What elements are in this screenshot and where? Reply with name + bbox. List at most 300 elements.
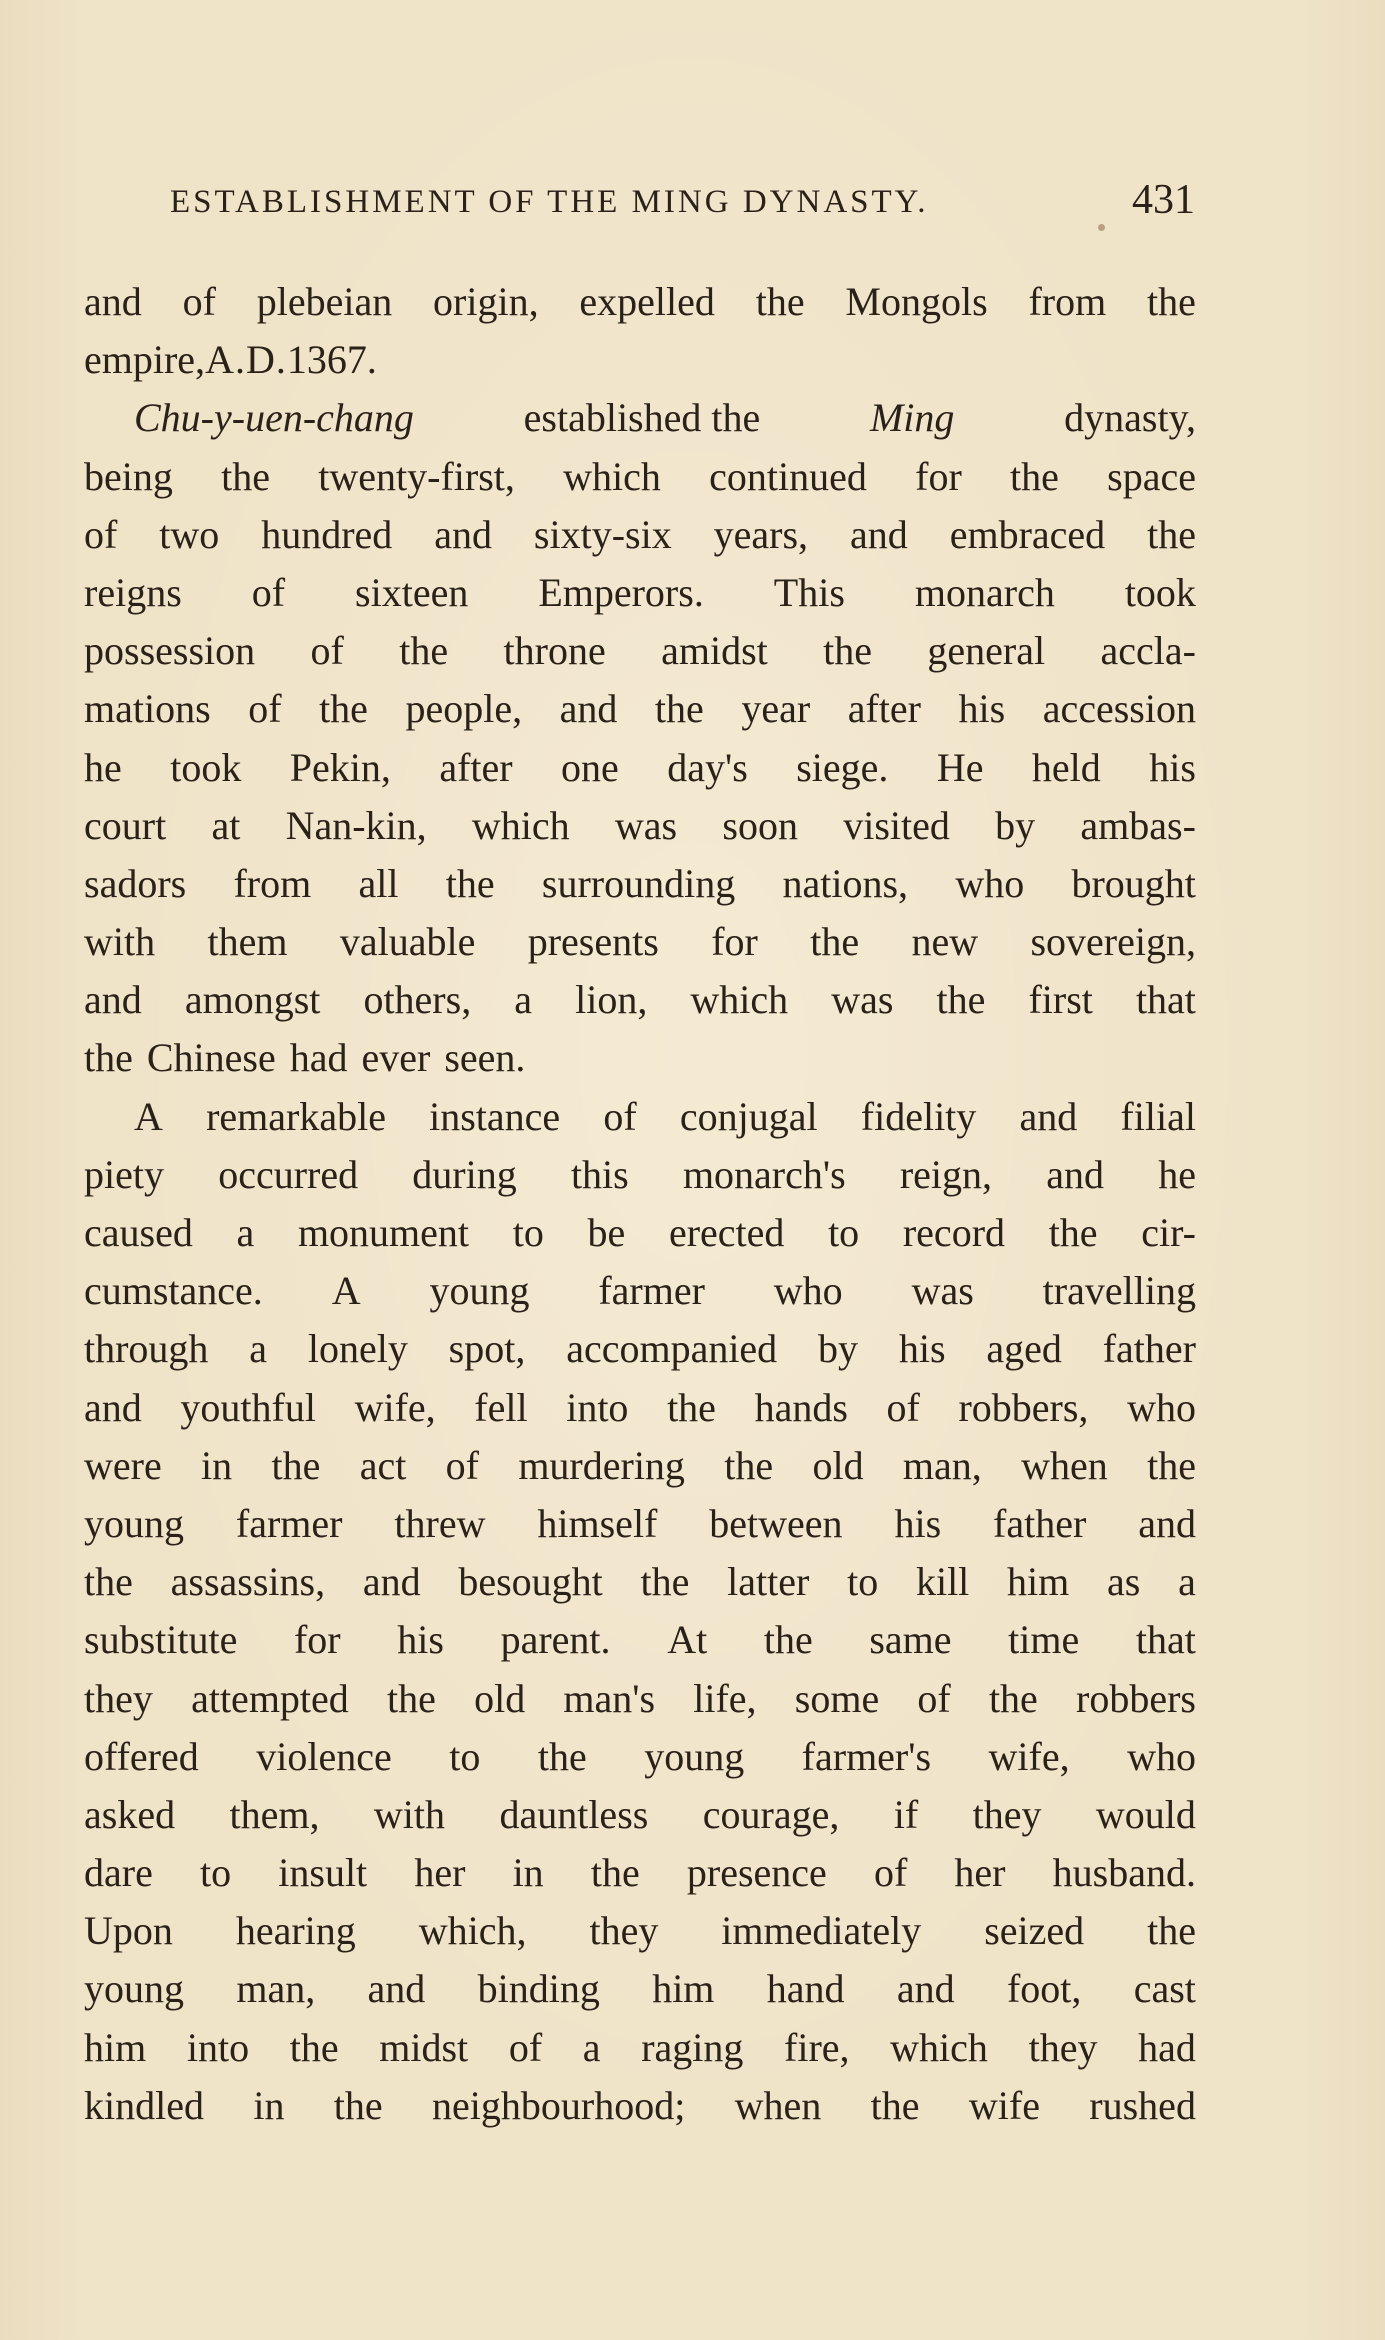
word: his: [894, 1500, 942, 1546]
word: the: [810, 919, 860, 965]
word: new: [911, 919, 979, 965]
word: the: [271, 1442, 321, 1488]
word: cir-: [1141, 1210, 1196, 1255]
word: A: [134, 1093, 163, 1139]
word: caused: [84, 1210, 193, 1255]
text-line: [84, 1088, 1196, 1146]
word: general: [927, 628, 1046, 674]
word: sixteen: [355, 569, 469, 615]
text-line: [84, 855, 1196, 913]
text-line: [84, 971, 1196, 1029]
word: between: [709, 1500, 843, 1546]
word: surrounding: [541, 860, 736, 906]
text-line: [84, 331, 1196, 389]
text-span: 1367.: [286, 337, 377, 383]
word: This: [773, 569, 845, 615]
word: reigns: [84, 569, 182, 615]
word: expelled: [579, 279, 715, 324]
word: space: [1107, 453, 1196, 499]
word: from: [233, 860, 312, 906]
word: farmer: [235, 1500, 343, 1546]
word: to: [199, 1850, 232, 1896]
word: during: [412, 1151, 517, 1197]
word: monument: [297, 1210, 470, 1255]
word: fire,: [784, 2024, 850, 2070]
word: travelling: [1042, 1268, 1196, 1314]
word: amidst: [661, 628, 768, 674]
word: soon: [722, 802, 798, 848]
word: Nan-kin,: [285, 802, 427, 848]
word: and: [850, 511, 908, 557]
word: of: [873, 1850, 908, 1896]
word: had: [1138, 2024, 1196, 2070]
word: took: [170, 744, 242, 790]
word: at: [211, 802, 241, 848]
word: and: [559, 686, 618, 732]
word: and: [1138, 1500, 1196, 1546]
word: to: [828, 1210, 860, 1255]
word: throne: [503, 628, 606, 674]
word: continued: [709, 453, 867, 499]
word: the: [1147, 1908, 1196, 1954]
word: He: [936, 744, 984, 790]
word: young: [429, 1268, 530, 1314]
word: A: [331, 1268, 361, 1314]
word: the: [1147, 511, 1196, 557]
word: Pekin,: [289, 744, 391, 790]
word-gap: [348, 1029, 362, 1087]
word: of: [248, 686, 282, 732]
word: midst: [379, 2024, 469, 2070]
word: Mongols: [845, 279, 988, 324]
word: robbers,: [958, 1384, 1089, 1430]
text-line: [84, 1204, 1196, 1262]
word-gap: [276, 1029, 290, 1087]
word: Upon: [84, 1908, 173, 1954]
word: them,: [229, 1791, 320, 1837]
word: two: [159, 511, 220, 557]
word: with: [373, 1791, 446, 1837]
word: if: [893, 1791, 919, 1837]
word: insult: [278, 1850, 368, 1896]
word: the: [640, 1559, 690, 1605]
word: latter: [727, 1559, 810, 1605]
word: time: [1008, 1617, 1080, 1663]
body-text: [84, 273, 1196, 2135]
text-line: [84, 448, 1196, 506]
word: the: [654, 686, 704, 732]
word: threw: [394, 1500, 486, 1546]
word: which,: [418, 1908, 527, 1954]
word: of: [603, 1093, 637, 1139]
word: siege.: [796, 744, 889, 790]
word: record: [902, 1210, 1006, 1255]
word: a: [236, 1210, 255, 1255]
word: was: [911, 1268, 974, 1314]
word: nations,: [782, 860, 909, 906]
word: him: [84, 2024, 147, 2070]
word: which: [563, 453, 661, 499]
word: the: [667, 1384, 716, 1430]
word: this: [570, 1151, 629, 1197]
word: was: [614, 802, 678, 848]
word: farmer: [598, 1268, 705, 1314]
running-head-title: ESTABLISHMENT OF THE MING DYNASTY.: [170, 184, 929, 220]
text-line: [84, 564, 1196, 622]
text-line: [84, 2077, 1196, 2135]
word: filial: [1120, 1093, 1196, 1139]
word: they: [84, 1675, 153, 1721]
word: was: [831, 977, 894, 1023]
word: people,: [405, 686, 523, 732]
word: took: [1124, 569, 1196, 615]
word: would: [1095, 1791, 1196, 1837]
word: which: [690, 977, 789, 1023]
word: lion,: [575, 977, 648, 1023]
text-line: [84, 1844, 1196, 1902]
word: the: [221, 453, 270, 499]
text-line: [84, 1902, 1196, 1960]
word: aged: [986, 1326, 1062, 1372]
word: of: [445, 1442, 479, 1488]
word: being: [84, 453, 173, 499]
word: fell: [474, 1384, 528, 1430]
word: through: [84, 1326, 209, 1372]
text-line: [84, 389, 1196, 447]
word: violence: [256, 1733, 392, 1779]
text-line: [84, 1029, 1196, 1087]
word: when: [1021, 1442, 1108, 1488]
text-line: [84, 1495, 1196, 1553]
word: them: [207, 919, 288, 965]
word: for: [711, 919, 758, 965]
text-line: [84, 1611, 1196, 1669]
text-line: [84, 506, 1196, 564]
word: he: [1158, 1151, 1196, 1197]
word: in: [512, 1850, 544, 1896]
word: by: [995, 802, 1036, 848]
word: of: [310, 628, 344, 674]
word: spot,: [448, 1326, 526, 1372]
word: others,: [363, 977, 472, 1023]
word: and: [367, 1966, 426, 2012]
word: brought: [1071, 860, 1196, 906]
word: which: [471, 802, 570, 848]
word: embraced: [949, 511, 1106, 557]
word: accession: [1042, 686, 1196, 732]
word: lonely: [307, 1326, 408, 1372]
word: accla-: [1100, 628, 1196, 674]
word: the: [387, 1675, 436, 1721]
word: were: [84, 1442, 162, 1488]
word: of: [886, 1384, 920, 1430]
word: cast: [1133, 1966, 1196, 2012]
word: murdering: [518, 1442, 685, 1488]
word: hearing: [235, 1908, 356, 1954]
word: the: [84, 1559, 133, 1605]
word: sovereign,: [1030, 919, 1196, 965]
word: offered: [84, 1733, 199, 1779]
word: who: [1127, 1733, 1196, 1779]
word: visited: [843, 802, 950, 848]
word: first: [1028, 977, 1093, 1023]
word: sadors: [84, 860, 187, 906]
word: they: [1028, 2024, 1098, 2070]
word: into: [566, 1384, 629, 1430]
word: dare: [84, 1850, 153, 1896]
word: after: [439, 744, 513, 790]
word: young: [644, 1733, 745, 1779]
word: his: [397, 1617, 444, 1663]
word: and: [84, 977, 142, 1023]
text-span: empire,: [84, 337, 206, 383]
word: himself: [537, 1500, 658, 1546]
word: farmer's: [801, 1733, 932, 1779]
word: hundred: [261, 511, 393, 557]
word: as: [1107, 1559, 1141, 1605]
word: mations: [84, 686, 211, 732]
word: monarch's: [682, 1151, 846, 1197]
word: who: [1127, 1384, 1196, 1430]
emperor-name: Chu-y-uen-chang: [134, 395, 414, 441]
word: dauntless: [499, 1791, 649, 1837]
word: the: [763, 1617, 813, 1663]
word: his: [958, 686, 1006, 732]
word: the: [823, 628, 873, 674]
text-line: [84, 797, 1196, 855]
word: the: [289, 2024, 339, 2070]
word: accompanied: [566, 1326, 778, 1372]
word: the: [590, 1850, 640, 1896]
word: her: [414, 1850, 466, 1896]
word: ambas-: [1080, 802, 1196, 848]
word: to: [512, 1210, 544, 1255]
word: of: [182, 279, 216, 324]
word-gap: [133, 1029, 147, 1087]
word: of: [508, 2024, 543, 2070]
text-line: [84, 1786, 1196, 1844]
word: kill: [915, 1559, 970, 1605]
word: one: [561, 744, 619, 790]
word: he: [84, 744, 122, 790]
word: after: [847, 686, 921, 732]
word: court: [84, 802, 167, 848]
word: attempted: [191, 1675, 349, 1721]
word: and: [434, 511, 492, 557]
word: parent.: [500, 1617, 611, 1663]
running-head: [170, 176, 1195, 230]
word: the: [537, 1733, 587, 1779]
text-line: [84, 680, 1196, 738]
word: his: [898, 1326, 946, 1372]
word: into: [186, 2024, 250, 2070]
word: valuable: [339, 919, 476, 965]
word: occurred: [218, 1151, 359, 1197]
word: seized: [984, 1908, 1085, 1954]
text-line: [84, 1146, 1196, 1204]
text-line: [84, 1728, 1196, 1786]
text-line: [84, 622, 1196, 680]
word: assassins,: [170, 1559, 326, 1605]
word: from: [1028, 279, 1107, 324]
word: that: [1135, 977, 1196, 1023]
word: years,: [713, 511, 809, 557]
word: a: [249, 1326, 268, 1372]
word: old: [812, 1442, 864, 1488]
word: and: [362, 1559, 421, 1605]
word: when: [734, 2082, 822, 2128]
word: seen.: [444, 1035, 526, 1081]
word: wife,: [354, 1384, 436, 1430]
word: some: [794, 1675, 880, 1721]
word: binding: [477, 1966, 600, 2012]
word: him: [1007, 1559, 1070, 1605]
word: and: [84, 279, 142, 324]
word: the: [319, 686, 368, 732]
text-line: [84, 273, 1196, 331]
word: sixty-six: [533, 511, 672, 557]
text-line: [84, 1960, 1196, 2018]
word: kindled: [84, 2082, 204, 2128]
word: monarch: [914, 569, 1055, 615]
text-line: [84, 913, 1196, 971]
word: At: [667, 1617, 708, 1663]
text-line: [84, 1320, 1196, 1378]
word: amongst: [184, 977, 321, 1023]
word: all: [358, 860, 399, 906]
word: immediately: [721, 1908, 922, 1954]
text-span: established the: [523, 395, 761, 441]
text-line: [84, 1437, 1196, 1495]
word: and: [1046, 1151, 1105, 1197]
word: the: [870, 2082, 920, 2128]
era-abbreviation: A.D.: [205, 337, 287, 383]
word: man,: [902, 1442, 982, 1488]
word: remarkable: [206, 1093, 386, 1139]
word: his: [1149, 744, 1196, 790]
word: in: [201, 1442, 233, 1488]
word: they: [972, 1791, 1042, 1837]
text-line: [84, 739, 1196, 797]
text-line: [84, 2019, 1196, 2077]
word: the: [936, 977, 986, 1023]
word: youthful: [180, 1384, 316, 1430]
word: wife,: [988, 1733, 1070, 1779]
word: possession: [84, 628, 256, 674]
word: cumstance.: [84, 1268, 263, 1314]
word: to: [449, 1733, 481, 1779]
word: neighbourhood;: [432, 2082, 686, 2128]
word: presence: [686, 1850, 827, 1896]
text-line: [84, 1670, 1196, 1728]
page-number: 431: [1132, 177, 1195, 223]
word: the: [399, 628, 449, 674]
word: to: [847, 1559, 879, 1605]
word: hands: [754, 1384, 848, 1430]
word: held: [1031, 744, 1101, 790]
word: the: [333, 2082, 383, 2128]
word: father: [993, 1500, 1087, 1546]
word: twenty-first,: [318, 453, 515, 499]
word: for: [915, 453, 962, 499]
word: man's: [563, 1675, 656, 1721]
word: and: [84, 1384, 142, 1430]
word: and: [1019, 1093, 1078, 1139]
word: the: [84, 1035, 133, 1081]
dynasty-name: Ming: [869, 395, 955, 441]
word: by: [818, 1326, 859, 1372]
word: be: [587, 1210, 626, 1255]
word: origin,: [433, 279, 539, 324]
word: had: [289, 1035, 348, 1081]
word: life,: [693, 1675, 757, 1721]
word: father: [1102, 1326, 1196, 1372]
word: who: [955, 860, 1025, 906]
word: old: [474, 1675, 526, 1721]
word: reign,: [899, 1151, 993, 1197]
word: foot,: [1006, 1966, 1082, 2012]
word: husband.: [1052, 1850, 1196, 1896]
word: the: [755, 279, 805, 324]
ink-speck: [1098, 224, 1105, 231]
text-line: [84, 1262, 1196, 1320]
word: the: [1048, 1210, 1098, 1255]
word: of: [84, 511, 118, 557]
word: a: [582, 2024, 601, 2070]
word: who: [773, 1268, 843, 1314]
word: a: [1178, 1559, 1196, 1605]
word: erected: [668, 1210, 785, 1255]
word: courage,: [702, 1791, 840, 1837]
word: young: [84, 1966, 184, 2012]
word: her: [954, 1850, 1006, 1896]
word: same: [869, 1617, 952, 1663]
word: the: [1010, 453, 1059, 499]
word: the: [724, 1442, 774, 1488]
word: rushed: [1089, 2082, 1196, 2128]
word: year: [741, 686, 811, 732]
word: substitute: [84, 1617, 238, 1663]
word: in: [253, 2082, 285, 2128]
word: day's: [667, 744, 748, 790]
word: plebeian: [256, 279, 393, 324]
text-line: [84, 1553, 1196, 1611]
word: that: [1135, 1617, 1196, 1663]
word-gap: [430, 1029, 444, 1087]
word: with: [84, 919, 156, 965]
word: him: [652, 1966, 715, 2012]
word: which: [890, 2024, 988, 2070]
word: robbers: [1076, 1675, 1196, 1721]
word: Chinese: [146, 1035, 276, 1081]
word: for: [293, 1617, 341, 1663]
word: piety: [84, 1151, 164, 1197]
word: conjugal: [679, 1093, 818, 1139]
word: raging: [641, 2024, 744, 2070]
word: of: [917, 1675, 951, 1721]
word: wife: [968, 2082, 1040, 2128]
word: fidelity: [860, 1093, 977, 1139]
word: hand: [766, 1966, 845, 2012]
word: man,: [236, 1966, 316, 2012]
word: and: [896, 1966, 955, 2012]
word: the: [1147, 279, 1196, 324]
word: the: [1147, 1442, 1196, 1488]
word: the: [988, 1675, 1038, 1721]
word: besought: [458, 1559, 603, 1605]
word: they: [589, 1908, 659, 1954]
word: young: [84, 1500, 184, 1546]
